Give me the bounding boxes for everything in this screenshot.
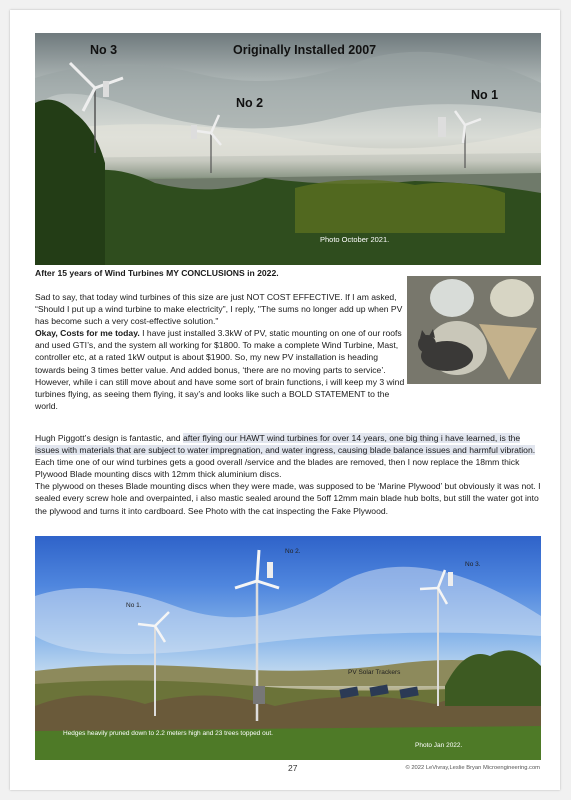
paragraph-design-highlight: after flying our HAWT wind turbines for over 14 years, one big thing i have learned, is the issues with materials that are subject to water impregnation, and water ingress, causing blade balance issues and harmful vibration. [35, 433, 536, 456]
paragraph-cost-intro: Sad to say, that today wind turbines of this size are just NOT COST EFFECTIVE. If I am asked, “Should I put up a wind turbine to make electricity”, I reply, "The sums no longer add up when PV has become such a very cost-effective solution." [35, 292, 403, 327]
paragraph-design-a: Hugh Piggott’s design is fantastic, and [35, 433, 183, 443]
turbines-photo-2022 [35, 536, 541, 760]
page-number: 27 [288, 763, 298, 773]
label-no3-bottom: No 3. [465, 561, 481, 568]
paragraph-cost-bold: Okay, Costs for me today. [35, 328, 140, 339]
paragraph-design [35, 432, 541, 517]
label-no2: No 2 [236, 96, 264, 110]
section-heading: After 15 years of Wind Turbines MY CONCLUSIONS in 2022. [35, 268, 279, 278]
turbines-photo-2021 [35, 33, 541, 265]
turbines-illustration [35, 33, 541, 265]
document-page [10, 10, 560, 790]
paragraph-design-c: Each time one of our wind turbines gets a good overall /service and the blades are removed, then I now replace the 18mm thick Plywood Blade mounting discs with 12mm thick aluminium discs. [35, 457, 520, 480]
label-no1-bottom: No 1. [126, 602, 142, 609]
copyright: © 2022 LeVivray,Leslie Bryan Microengineering.com [405, 765, 540, 771]
paragraph-cost [35, 291, 405, 412]
photo-title: Originally Installed 2007 [233, 43, 377, 57]
label-pv-trackers: PV Solar Trackers [348, 669, 401, 676]
paragraph-design-d: The plywood on theses Blade mounting discs when they were made, was supposed to be ‘Marine Plywood’ but obviously it was not. I sealed every screw hole and overpainted, i also mastic sealed around the 5off 12mm main blade hub bolts, but still the water got into the plywood and turns it into cardboard. See Photo with the cat inspecting the Fake Plywood. [35, 481, 541, 516]
turbines-2022-illustration [35, 536, 541, 760]
caption-photo-date: Photo Jan 2022. [415, 742, 463, 749]
photo-caption: Photo October 2021. [320, 235, 390, 244]
caption-hedges: Hedges heavily pruned down to 2.2 meters high and 23 trees topped out. [63, 730, 273, 737]
paragraph-cost-rest: I have just installed 3.3kW of PV, static mounting on one of our roofs and used GTI’s, and the system all working for $1800. To make a complete Wind Turbine, Mast, controller etc, at a rated 1kW output is about $1900. So, my new PV installation is heading towards being 3 times better value. And added bonus, ‘there are no moving parts to service’. However, while i can still move about and have some sort of brain functions, i will keep my 3 wind turbines flying, as seeing them flying, it say’s and looks like such a BOLD STATEMENT to the world. [35, 328, 405, 411]
label-no3: No 3 [90, 43, 118, 57]
cat-plywood-illustration [407, 276, 541, 384]
cat-plywood-photo [407, 276, 541, 384]
label-no2-bottom: No 2. [285, 548, 301, 555]
label-no1: No 1 [471, 88, 499, 102]
